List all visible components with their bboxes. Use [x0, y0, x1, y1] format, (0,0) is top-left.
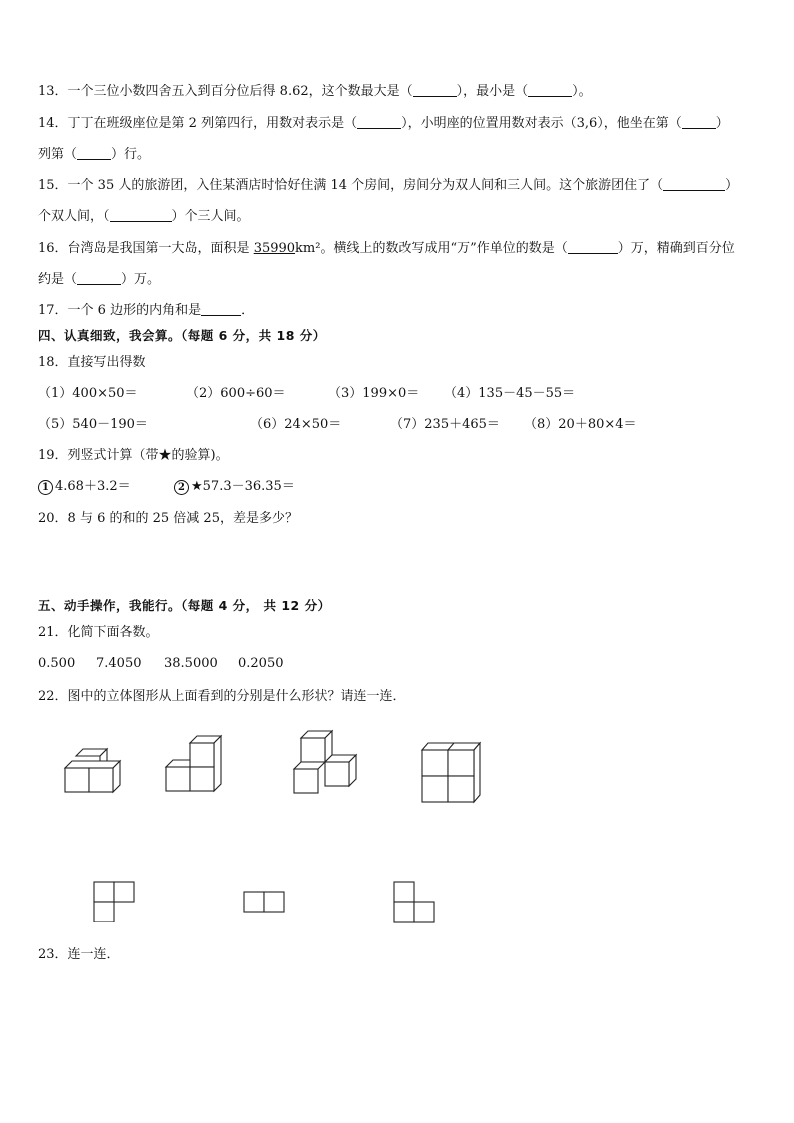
q17-text: 17．一个 6 边形的内角和是	[38, 303, 202, 318]
q19-item-2	[174, 478, 295, 496]
circled-number: 1	[38, 480, 53, 495]
question-14	[38, 115, 729, 133]
q15-text: 15．一个 35 人的旅游团，入住某酒店时恰好住满 14 个房间，房间分为双人间和三人间。这个旅游团住了（	[38, 178, 664, 193]
q17-text: ．	[241, 303, 255, 318]
q18-item: （5）540－190＝	[38, 417, 148, 432]
question-15-line2	[38, 208, 250, 226]
question-16	[38, 240, 735, 258]
q19-expression: ★57.3－36.35＝	[191, 479, 295, 494]
q21-number: 7.4050	[96, 656, 142, 671]
q16-underlined-number: 35990	[253, 241, 296, 256]
answer-blank[interactable]	[568, 241, 618, 254]
q18-item: （4）135－45－55＝	[444, 386, 576, 401]
q15-text: ）	[725, 178, 739, 193]
solid-figure-4	[418, 738, 488, 806]
q21-number: 38.5000	[164, 656, 218, 671]
q16-text: ）万。	[121, 272, 161, 287]
q19-expression: 4.68＋3.2＝	[55, 479, 131, 494]
q21-number: 0.2050	[238, 656, 284, 671]
question-20: 20．8 与 6 的和的 25 倍减 25，差是多少？	[38, 511, 298, 526]
question-13	[38, 83, 592, 101]
q18-item: （7）235＋465＝	[390, 417, 500, 432]
answer-blank[interactable]	[413, 84, 457, 97]
q13-text: 13．一个三位小数四舍五入到百分位后得 8.62，这个数最大是（	[38, 84, 413, 99]
q18-item: （8）20＋80×4＝	[524, 417, 637, 432]
section-4-heading: 四、认真细致，我会算。（每题 6 分，共 18 分）	[38, 328, 326, 343]
answer-blank[interactable]	[682, 116, 716, 129]
q13-text: ）。	[572, 84, 592, 99]
q14-text: ）行。	[111, 147, 151, 162]
top-view-shape-3	[392, 880, 438, 924]
top-view-shape-2	[242, 890, 288, 914]
answer-blank[interactable]	[110, 209, 172, 222]
circled-number: 2	[174, 480, 189, 495]
q18-item: （2）600÷60＝	[186, 386, 286, 401]
answer-blank[interactable]	[77, 272, 121, 285]
answer-blank[interactable]	[528, 84, 572, 97]
question-16-line2	[38, 271, 160, 289]
q14-text: ）	[715, 116, 729, 131]
question-19-title: 19．列竖式计算（带★的验算)。	[38, 448, 229, 463]
q18-item: （1）400×50＝	[38, 386, 138, 401]
question-14-line2	[38, 146, 150, 164]
q18-item: （3）199×0＝	[328, 386, 420, 401]
q14-text: 列第（	[38, 147, 78, 162]
q15-text: 个双人间，（	[38, 209, 110, 224]
answer-blank[interactable]	[357, 116, 401, 129]
question-22-title: 22．图中的立体图形从上面看到的分别是什么形状？请连一连．	[38, 689, 406, 704]
question-17	[38, 302, 254, 320]
answer-blank[interactable]	[77, 147, 111, 160]
answer-blank[interactable]	[663, 178, 725, 191]
top-view-shape-1	[92, 880, 138, 922]
q16-text: ）万，精确到百分位	[617, 241, 735, 256]
q14-text: 14．丁丁在班级座位是第 2 列第四行，用数对表示是（	[38, 116, 358, 131]
q16-text: 约是（	[38, 272, 78, 287]
question-23-title: 23．连一连．	[38, 947, 120, 962]
q18-item: （6）24×50＝	[250, 417, 342, 432]
q16-text: km²。横线上的数改写成用“万”作单位的数是（	[295, 241, 568, 256]
q15-text: ）个三人间。	[171, 209, 250, 224]
q19-item-1	[38, 478, 131, 496]
q13-text: ），最小是（	[456, 84, 529, 99]
solid-figure-3	[288, 724, 366, 800]
solid-figure-1	[62, 744, 134, 802]
solid-figure-2	[162, 730, 234, 802]
question-21-title: 21．化简下面各数。	[38, 625, 159, 640]
q21-number: 0.500	[38, 656, 76, 671]
question-15	[38, 177, 738, 195]
answer-blank[interactable]	[201, 303, 241, 316]
q16-text: 16．台湾岛是我国第一大岛，面积是	[38, 241, 254, 256]
question-18-title: 18．直接写出得数	[38, 355, 146, 370]
q14-text: ），小明座的位置用数对表示（3,6），他坐在第（	[401, 116, 682, 131]
section-5-heading: 五、动手操作，我能行。（每题 4 分， 共 12 分）	[38, 598, 331, 613]
